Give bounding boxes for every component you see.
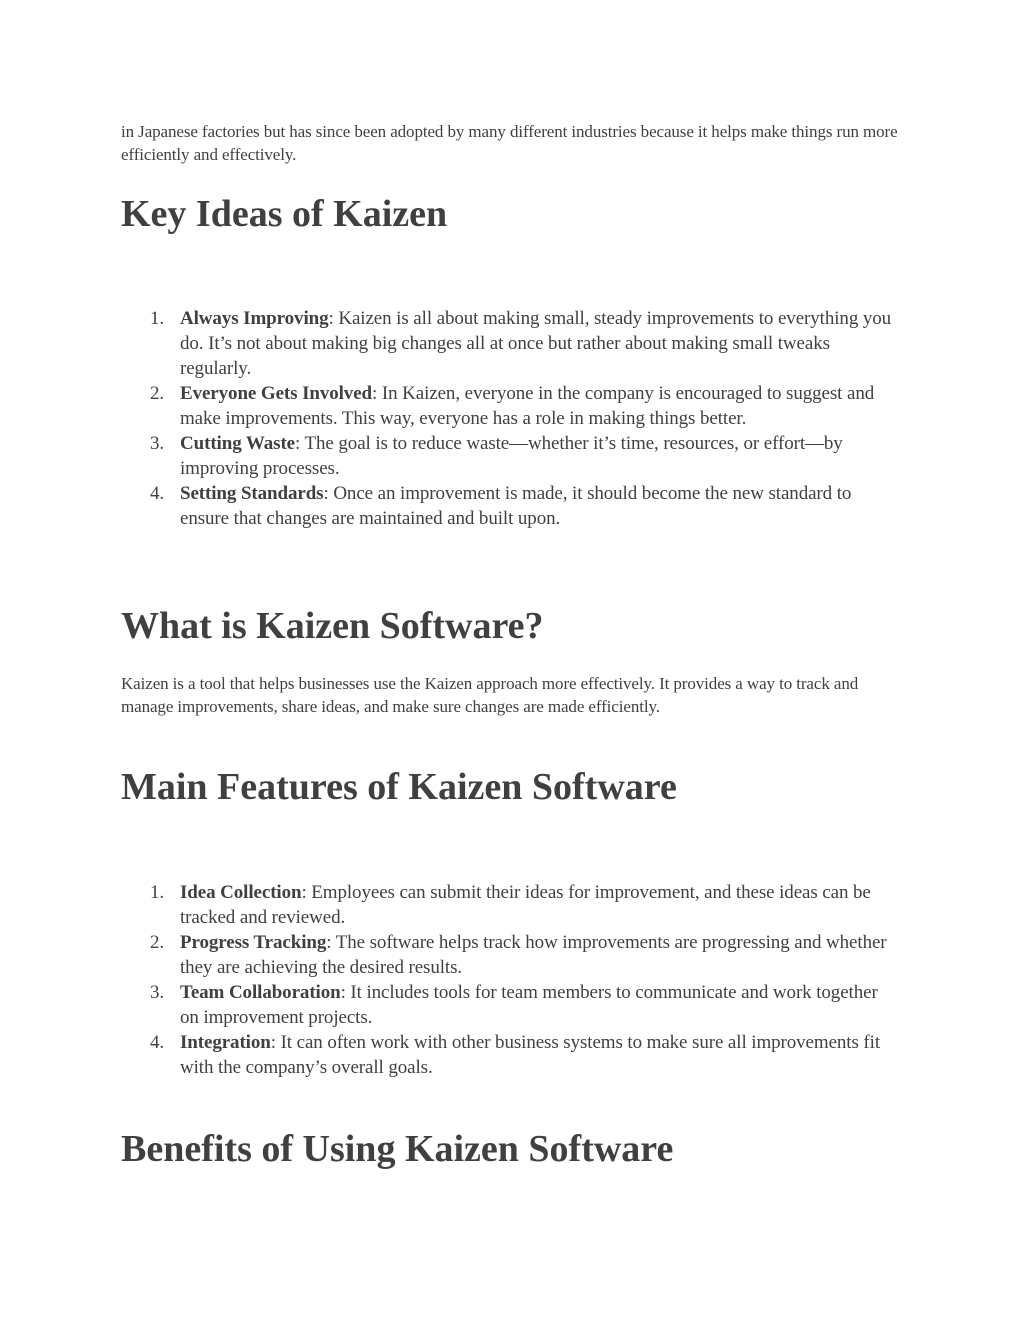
list-text: : Kaizen is all about making small, steady improvements to everything you do. It’s not about making big changes all at once but rather about making small tweaks regularly. <box>180 308 892 379</box>
heading-main-features: Main Features of Kaizen Software <box>121 766 677 808</box>
heading-benefits: Benefits of Using Kaizen Software <box>121 1128 674 1170</box>
list-number: 3. <box>150 982 165 1003</box>
list-text: : The software helps track how improvements are progressing and whether they are achieving the desired results. <box>180 932 887 978</box>
list-item <box>121 431 901 481</box>
list-item <box>121 1030 901 1080</box>
list-term: Progress Tracking <box>180 932 327 953</box>
list-number: 3. <box>150 433 165 454</box>
list-text: : It can often work with other business systems to make sure all improvements fit with the company’s overall goals. <box>180 1032 881 1078</box>
list-number: 2. <box>150 932 165 953</box>
list-number: 4. <box>150 1032 165 1053</box>
list-item <box>121 880 901 930</box>
list-item <box>121 980 901 1030</box>
list-text: : Employees can submit their ideas for improvement, and these ideas can be tracked and reviewed. <box>180 882 871 928</box>
list-item <box>121 381 901 431</box>
list-number: 4. <box>150 483 165 504</box>
list-item <box>121 481 901 531</box>
list-text: : In Kaizen, everyone in the company is encouraged to suggest and make improvements. This way, everyone has a role in making things better. <box>180 383 875 429</box>
list-number: 1. <box>150 882 165 903</box>
list-number: 2. <box>150 383 165 404</box>
heading-what-is-kaizen-software: What is Kaizen Software? <box>121 605 544 647</box>
list-term: Cutting Waste <box>180 433 296 454</box>
list-text: : It includes tools for team members to communicate and work together on improvement projects. <box>180 982 878 1028</box>
list-term: Idea Collection <box>180 882 302 903</box>
list-item <box>121 930 901 980</box>
list-item <box>121 306 901 381</box>
list-term: Always Improving <box>180 308 329 329</box>
list-text: : Once an improvement is made, it should become the new standard to ensure that changes are maintained and built upon. <box>180 483 852 529</box>
intro-paragraph: in Japanese factories but has since been adopted by many different industries because it helps make things run more efficiently and effectively. <box>121 122 898 164</box>
key-ideas-list <box>121 306 901 531</box>
list-term: Everyone Gets Involved <box>180 383 373 404</box>
what-is-paragraph: Kaizen is a tool that helps businesses use the Kaizen approach more effectively. It provides a way to track and manage improvements, share ideas, and make sure changes are made efficiently. <box>121 674 859 716</box>
list-term: Team Collaboration <box>180 982 341 1003</box>
main-features-list <box>121 880 901 1080</box>
list-number: 1. <box>150 308 165 329</box>
list-text: : The goal is to reduce waste—whether it’s time, resources, or effort—by improving processes. <box>180 433 843 479</box>
list-term: Setting Standards <box>180 483 324 504</box>
list-term: Integration <box>180 1032 271 1053</box>
heading-key-ideas: Key Ideas of Kaizen <box>121 193 448 235</box>
